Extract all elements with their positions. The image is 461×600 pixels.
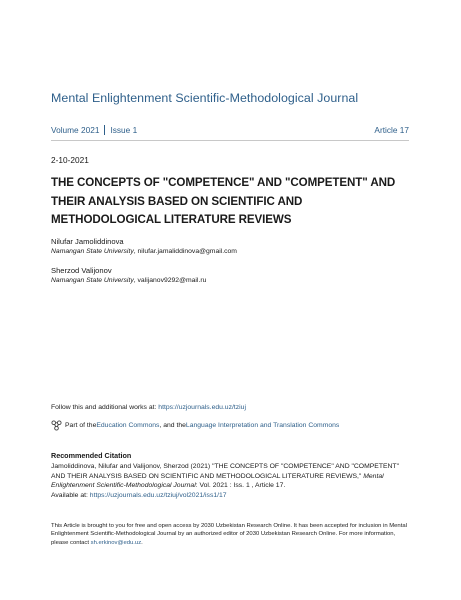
issue-meta-row xyxy=(51,125,409,135)
follow-line xyxy=(51,404,246,411)
meta-separator xyxy=(104,125,105,135)
author-email: nilufar.jamaliddinova@gmail.com xyxy=(137,248,237,255)
part-of-middle: , and the xyxy=(159,422,186,429)
author-email: valijanov9292@mail.ru xyxy=(137,277,207,284)
article-title: THE CONCEPTS OF "COMPETENCE" AND "COMPETENT" AND THEIR ANALYSIS BASED ON SCIENTIFIC AND METHODOLOGICAL LITERATURE REVIEWS xyxy=(51,176,396,226)
issue-link[interactable]: Issue 1 xyxy=(110,125,138,135)
publication-date: 2-10-2021 xyxy=(51,155,89,165)
citation-journal: Mental Enlightenment Scientific-Methodological Journal xyxy=(51,472,384,490)
author-university: Namangan State University xyxy=(51,277,134,284)
header-divider xyxy=(51,140,409,141)
author-affiliation: Namangan State University, valijanov9292@mail.ru xyxy=(51,277,207,284)
citation-text: Jamoliddinova, Nilufar and Valijonov, Sherzod (2021) "THE CONCEPTS OF "COMPETENCE" AND "COMPETENT" AND THEIR ANALYSIS BASED ON SCIENTIFIC AND METHODOLOGICAL LITERATURE REVIEWS," xyxy=(51,463,399,480)
network-icon xyxy=(51,420,62,431)
author-university: Namangan State University xyxy=(51,248,134,255)
follow-url-link[interactable]: https://uzjournals.edu.uz/tziuj xyxy=(158,404,246,411)
journal-title[interactable]: Mental Enlightenment Scientific-Methodological Journal xyxy=(51,91,359,105)
article-number-link[interactable]: Article 17 xyxy=(374,125,409,135)
volume-link[interactable]: Volume 2021 xyxy=(51,125,100,135)
footer-end: . xyxy=(141,539,143,546)
citation-body xyxy=(51,462,411,500)
author-name: Sherzod Valijonov xyxy=(51,266,112,275)
citation-available-prefix: Available at: xyxy=(51,491,90,499)
part-of-prefix: Part of the xyxy=(65,422,97,429)
author-affiliation: Namangan State University, nilufar.jamaliddinova@gmail.com xyxy=(51,248,237,255)
contact-email-link[interactable]: sh.erkinov@edu.uz xyxy=(90,539,142,546)
part-of-line xyxy=(51,420,339,431)
author-name: Nilufar Jamoliddinova xyxy=(51,237,124,246)
access-footer xyxy=(51,522,413,547)
follow-prefix: Follow this and additional works at: xyxy=(51,404,159,411)
citation-volume: : Vol. 2021 : Iss. 1 , Article 17. xyxy=(195,482,286,490)
citation-url-link[interactable]: https://uzjournals.edu.uz/tziuj/vol2021/iss1/17 xyxy=(89,491,227,499)
citation-heading: Recommended Citation xyxy=(51,451,132,460)
footer-text: This Article is brought to you for free and open access by 2030 Uzbekistan Research Online. It has been accepted for inclusion in Mental Enlightenment Scientific-Methodological Journal by an authorized editor of 2030 Uzbekistan Research Online. For more information, please contact xyxy=(51,523,407,546)
education-commons-link[interactable]: Education Commons xyxy=(96,422,160,429)
language-commons-link[interactable]: Language Interpretation and Translation Commons xyxy=(185,422,340,429)
